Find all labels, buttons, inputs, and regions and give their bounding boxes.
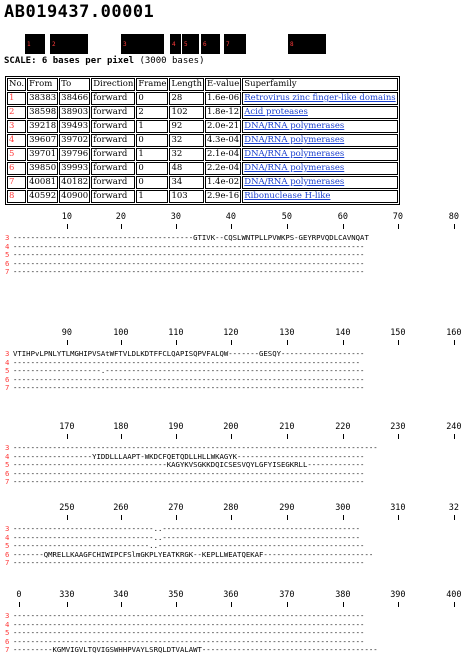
tick-label: 190 [168,422,184,432]
tick-mark [343,602,344,607]
table-cell: 1 [7,92,26,105]
tick-mark [343,224,344,229]
table-cell: forward [91,190,135,203]
tick-label: 380 [335,590,351,600]
table-cell: 39702 [61,135,89,145]
tick-label: 70 [392,212,404,222]
table-cell: 102 [169,106,203,119]
tick-label: 90 [61,328,73,338]
sequence-text: -------------------------------------------------------------------------------- [13,636,365,646]
table-cell: 34 [169,176,203,189]
alignment-block [0,212,474,277]
table-cell: 38383 [29,93,57,103]
row-label: 5 [5,541,10,550]
superfamily-link[interactable]: DNA/RNA polymerases [242,162,397,175]
row-label: 3 [5,233,10,242]
sequence-text: -------------------------------------------------------------------------------- [13,628,365,637]
tick-label: 370 [279,590,295,600]
tick-label: 80 [448,212,460,222]
row-label: 5 [5,460,10,469]
tick-label: 290 [279,503,295,513]
tick-label: 40 [225,212,237,222]
table-cell: 1.6e-06 [205,92,241,105]
tick-mark [121,224,122,229]
table-cell: 32 [169,134,203,147]
table-cell: 39607 [29,135,57,145]
position-ruler [0,212,474,234]
table-cell: forward [91,148,135,161]
domain-block-number: 6 [203,41,207,48]
tick-label: 170 [59,422,75,432]
table-row [7,162,398,175]
table-cell: 38903 [61,107,89,117]
tick-mark [398,602,399,607]
tick-mark [67,602,68,607]
tick-label: 50 [281,212,293,222]
tick-mark [176,602,177,607]
alignment-block [0,328,474,393]
table-cell: forward [91,162,135,175]
table-cell: 39796 [61,149,89,159]
tick-mark [287,340,288,345]
tick-mark [287,434,288,439]
position-ruler [0,328,474,350]
table-cell: 0 [136,92,168,105]
row-label: 3 [5,443,10,452]
domain-block-number: 4 [172,41,176,48]
position-ruler [0,422,474,444]
table-cell: 3 [7,120,26,133]
domain-block-3[interactable] [121,34,164,54]
table-row [7,190,398,203]
row-label: 5 [5,250,10,259]
domain-block-number: 1 [27,41,31,48]
tick-mark [67,224,68,229]
tick-label: 32 [448,503,460,513]
tick-mark [398,515,399,520]
table-row [7,134,398,147]
superfamily-link[interactable]: DNA/RNA polymerases [242,120,397,133]
alignment-row [0,268,474,277]
tick-mark [398,434,399,439]
table-cell: 2 [7,106,26,119]
sequence-text: ------------------YIDDLLLAAPT-WKDCFQETQDLLHLLWKAGYK----------------------------- [13,451,365,461]
tick-label: 30 [170,212,182,222]
tick-label: 230 [390,422,406,432]
table-cell: 4 [7,134,26,147]
table-cell: 0 [136,176,168,189]
sequence-text: --------------------------------..--------------------------------------------- [13,532,361,542]
alignment-row [0,559,474,568]
tick-label: 210 [279,422,295,432]
domain-block-number: 7 [226,41,230,48]
table-cell: 38598 [29,107,57,117]
domain-block-number: 2 [52,41,56,48]
table-cell: 7 [7,176,26,189]
table-cell: 92 [169,120,203,133]
row-label: 7 [5,383,10,392]
sequence-text: -------QMRELLKAAGFCHIWIPCFSlmGKPLYEATKRGK--KEPLLWEATQEKAF------------------------- [13,549,374,559]
tick-mark [231,515,232,520]
tick-mark [454,224,455,229]
sequence-text: -----------------------------------------GTIVK--CQSLWNTPLLPVWKPS-GEYRPVQDLCAVNQAT [13,233,369,242]
table-cell: 32 [169,148,203,161]
table-cell: 2.2e-04 [205,162,241,175]
sequence-text: -----------------------------------KAGYKVSGKKDQICSESVQYLGFYISEGKRLL------------- [13,460,365,469]
tick-label: 110 [168,328,184,338]
tick-mark [287,515,288,520]
sequence-text: -------------------------------------------------------------------------------- [13,477,365,486]
table-cell: 48 [169,162,203,175]
superfamily-link[interactable]: DNA/RNA polymerases [242,134,397,147]
table-cell: 103 [169,190,203,203]
row-label: 3 [5,349,10,358]
row-label: 6 [5,636,10,646]
tick-label: 10 [61,212,73,222]
tick-mark [454,515,455,520]
table-cell: 40081 [29,177,57,187]
table-cell: 0 [136,162,168,175]
position-ruler [0,503,474,525]
tick-label: 310 [390,503,406,513]
table-cell: 1.4e-02 [205,176,241,189]
row-label: 6 [5,374,10,384]
tick-mark [231,602,232,607]
table-cell: 8 [7,190,26,203]
superfamily-link[interactable]: Ribonuclease H-like [242,190,397,203]
tick-mark [176,434,177,439]
tick-label: 330 [59,590,75,600]
table-row [7,120,398,133]
tick-label: 300 [335,503,351,513]
tick-mark [454,602,455,607]
tick-mark [231,224,232,229]
page-title: AB019437.00001 [4,2,155,22]
table-cell: 38466 [61,93,89,103]
tick-mark [231,434,232,439]
sequence-text: -------------------------------------------------------------------------------- [13,558,365,567]
tick-label: 180 [113,422,129,432]
row-label: 3 [5,611,10,620]
table-cell: 39493 [61,121,89,131]
table-row [7,106,398,119]
tick-label: 220 [335,422,351,432]
superfamily-link[interactable]: DNA/RNA polymerases [242,176,397,189]
sequence-text: -------------------------------------------------------------------------------- [13,250,365,259]
domain-block-number: 8 [290,41,294,48]
tick-mark [67,340,68,345]
table-cell: 39850 [29,163,57,173]
scale-bold-text: SCALE: 6 bases per pixel [4,56,135,66]
tick-mark [287,224,288,229]
row-label: 4 [5,357,10,367]
row-label: 7 [5,477,10,486]
tick-mark [398,224,399,229]
row-label: 5 [5,366,10,375]
alignment-row [0,384,474,393]
tick-label: 350 [168,590,184,600]
alignment-row [0,629,474,638]
table-cell: forward [91,134,135,147]
table-cell: 39993 [61,163,89,173]
tick-mark [398,340,399,345]
table-cell: forward [91,176,135,189]
alignment-row [0,478,474,487]
alignment-row [0,638,474,647]
sequence-text: --------------------.----------------------------------------------------------- [13,366,365,375]
row-label: 6 [5,468,10,478]
tick-label: 20 [115,212,127,222]
tick-label: 400 [446,590,462,600]
table-row [7,148,398,161]
sequence-text: -------------------------------------------------------------------------------- [13,611,365,620]
table-cell: 4.3e-04 [205,134,241,147]
domain-block-number: 5 [184,41,188,48]
row-label: 5 [5,628,10,637]
sequence-text: ------------------------------------------------------------------------------- [13,357,361,367]
row-label: 7 [5,267,10,276]
column-header: To [59,78,90,91]
tick-label: 160 [446,328,462,338]
tick-label: 250 [59,503,75,513]
sequence-text: -------------------------------------------------------------------------------- [13,267,365,276]
table-cell: 5 [7,148,26,161]
row-label: 6 [5,549,10,559]
row-label: 3 [5,524,10,533]
domain-overview-bar [6,34,466,54]
table-cell: 2.1e-04 [205,148,241,161]
table-cell: 1 [136,120,168,133]
tick-label: 360 [223,590,239,600]
table-cell: forward [91,92,135,105]
tick-mark [176,224,177,229]
table-body [7,92,398,203]
tick-label: 390 [390,590,406,600]
sequence-text: VTIHPvLPNLYTLMGHIPVSAtWFTVLDLKDTFFCLQAPISQPVFALQW-------GESQY------------------- [13,349,365,358]
sequence-text: ---------KGMVIGVLTQVIGSWHHPVAYLSRQLDTVALAWT---------------------------------------- [13,645,378,654]
table-cell: 1 [136,148,168,161]
superfamily-link[interactable]: DNA/RNA polymerases [242,148,397,161]
table-cell: forward [91,106,135,119]
sequence-text: -------------------------------------------------------------------------------- [13,374,365,384]
sequence-text: -------------------------------------------------------------------------------- [13,619,365,629]
tick-label: 150 [390,328,406,338]
domain-block-number: 3 [123,41,127,48]
tick-mark [343,515,344,520]
tick-label: 200 [223,422,239,432]
tick-mark [176,340,177,345]
table-cell: 40900 [61,191,89,201]
tick-mark [67,434,68,439]
row-label: 4 [5,451,10,461]
tick-mark [231,340,232,345]
table-cell: 0 [136,134,168,147]
column-header: From [27,78,58,91]
table-cell: 1 [136,190,168,203]
column-header: No. [9,79,25,89]
table-row [7,92,398,105]
table-cell: 6 [7,162,26,175]
table-cell: 39701 [29,149,57,159]
alignment-block [0,590,474,655]
tick-label: 0 [16,590,22,600]
table-cell: 39218 [29,121,57,131]
table-cell: 40592 [29,191,57,201]
tick-label: 240 [446,422,462,432]
tick-mark [343,434,344,439]
alignment-block [0,422,474,487]
row-label: 7 [5,645,10,654]
column-header: Frame [138,79,167,89]
table-cell: 2.9e-16 [205,190,241,203]
tick-label: 130 [279,328,295,338]
tick-mark [343,340,344,345]
tick-mark [287,602,288,607]
tick-label: 270 [168,503,184,513]
sequence-text: -------------------------------------------------------------------------------- [13,258,365,268]
alignment-block [0,503,474,568]
sequence-text: -------------------------------..----------------------------------------------- [13,541,365,550]
tick-mark [121,340,122,345]
sequence-text: -------------------------------------------------------------------------------- [13,383,365,392]
row-label: 4 [5,619,10,629]
tick-mark [67,515,68,520]
sequence-text: --------------------------------..--------------------------------------------- [13,524,361,533]
tick-mark [121,515,122,520]
table-cell: forward [91,120,135,133]
row-label: 7 [5,558,10,567]
table-cell: 2.0e-21 [205,120,241,133]
superfamily-link[interactable]: Retrovirus zinc finger-like domains [244,93,396,103]
alignment-row [0,646,474,655]
table-cell: 28 [169,92,203,105]
position-ruler [0,590,474,612]
column-header: Direction [93,79,134,89]
column-header: E-value [206,79,240,89]
sequence-text: -------------------------------------------------------------------------------- [13,468,365,478]
tick-label: 280 [223,503,239,513]
tick-label: 340 [113,590,129,600]
row-label: 4 [5,241,10,251]
tick-mark [121,434,122,439]
table-row [7,176,398,189]
tick-label: 140 [335,328,351,338]
tick-mark [19,602,20,607]
tick-label: 260 [113,503,129,513]
scale-extra-text: (3000 bases) [134,56,205,66]
tick-mark [454,434,455,439]
tick-mark [454,340,455,345]
tick-label: 100 [113,328,129,338]
table-cell: 1.8e-12 [205,106,241,119]
sequence-text: -------------------------------------------------------------------------------- [13,241,365,251]
table-header-row [7,78,398,91]
scale-label [4,56,205,66]
tick-mark [121,602,122,607]
tick-label: 120 [223,328,239,338]
tick-mark [176,515,177,520]
row-label: 6 [5,258,10,268]
table-cell: 40182 [61,177,89,187]
row-label: 4 [5,532,10,542]
tick-label: 60 [337,212,349,222]
superfamily-link[interactable]: Acid proteases [242,106,397,119]
domain-table [5,76,400,205]
table-cell: 2 [136,106,168,119]
sequence-text: ----------------------------------------------------------------------------------- [13,443,378,452]
column-header: Length [171,79,202,89]
column-header: Superfamily [242,78,397,91]
